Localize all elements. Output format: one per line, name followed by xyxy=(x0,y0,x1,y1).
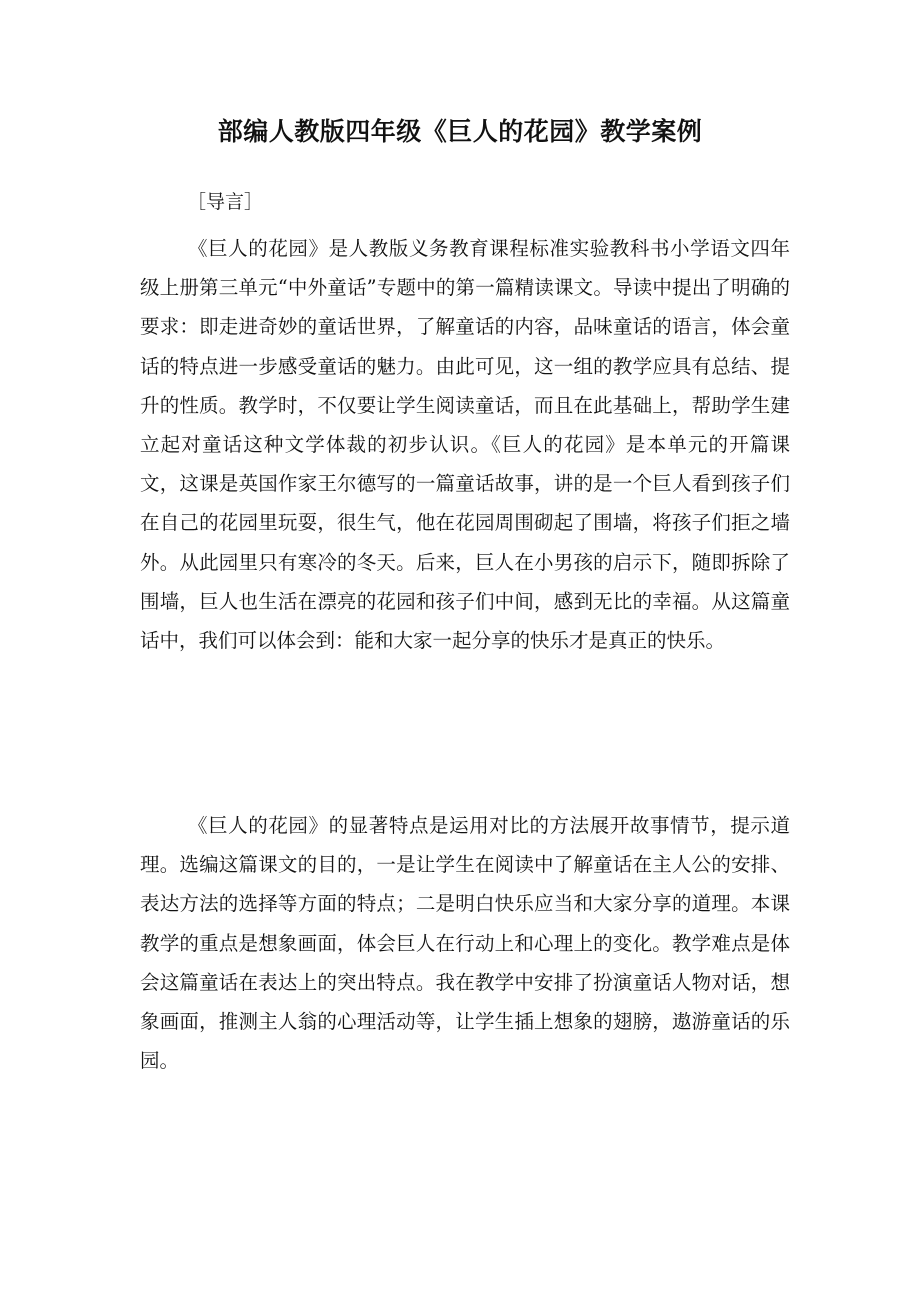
body-paragraph-2: 《巨人的花园》的显著特点是运用对比的方法展开故事情节，提示道理。选编这篇课文的目的，一是让学生在阅读中了解童话在主人公的安排、表达方法的选择等方面的特点；二是明白快乐应当和大家分享的道理。本课教学的重点是想象画面，体会巨人在行动上和心理上的变化。教学难点是体会这篇童话在表达上的突出特点。我在教学中安排了扮演童话人物对话，想象画面，推测主人翁的心理活动等，让学生插上想象的翅膀，遨游童话的乐园。 xyxy=(140,814,790,1073)
body-paragraph-1: 《巨人的花园》是人教版义务教育课程标准实验教科书小学语文四年级上册第三单元“中外童话”专题中的第一篇精读课文。导读中提出了明确的要求：即走进奇妙的童话世界，了解童话的内容，品味童话的语言，体会童话的特点进一步感受童话的魅力。由此可见，这一组的教学应具有总结、提升的性质。教学时，不仅要让学生阅读童话，而且在此基础上，帮助学生建立起对童话这种文学体裁的初步认识。《巨人的花园》是本单元的开篇课文，这课是英国作家王尔德写的一篇童话故事，讲的是一个巨人看到孩子们在自己的花园里玩耍，很生气，他在花园周围砌起了围墙，将孩子们拒之墙外。从此园里只有寒冷的冬天。后来，巨人在小男孩的启示下，随即拆除了围墙，巨人也生活在漂亮的花园和孩子们中间，感到无比的幸福。从这篇童话中，我们可以体会到：能和大家一起分享的快乐才是真正的快乐。 xyxy=(140,237,790,653)
section-heading-intro: ［导言］ xyxy=(187,191,264,213)
document-title: 部编人教版四年级《巨人的花园》教学案例 xyxy=(217,117,703,146)
